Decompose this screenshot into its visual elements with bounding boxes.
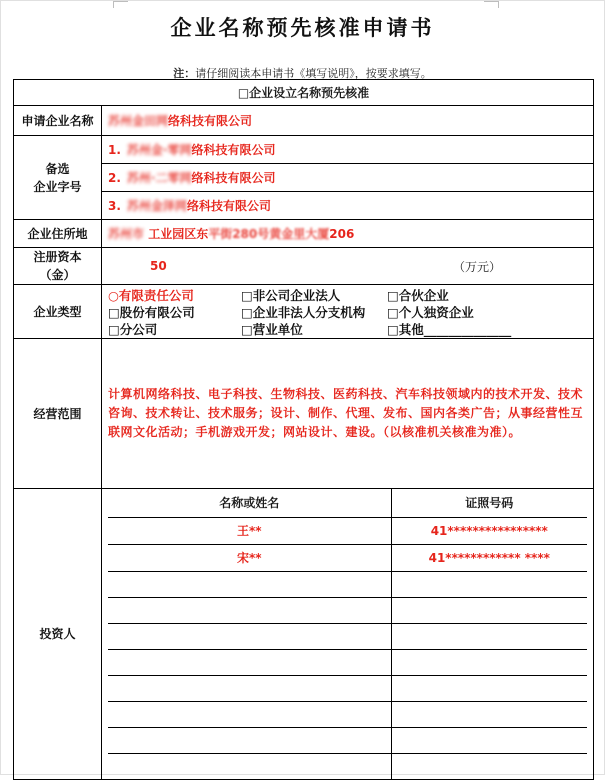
page-title: 企业名称预先核准申请书 — [170, 16, 435, 40]
company-type-options — [102, 285, 594, 339]
investor-empty-name[interactable] — [108, 753, 391, 779]
applied-name-clear: 络科技有限公司 — [168, 114, 253, 128]
investor-row-2 — [108, 544, 587, 571]
investor-empty-row — [108, 597, 587, 623]
type-option-partnership[interactable]: □合伙企业 — [387, 287, 449, 303]
alt-name-clear-3: 络科技有限公司 — [186, 199, 271, 213]
alt-names-label-line1: 备选 — [45, 161, 70, 176]
company-type-row — [14, 285, 594, 339]
investor-empty-row — [108, 753, 587, 779]
investor-empty-row — [108, 571, 587, 597]
investor-empty-id[interactable] — [391, 727, 587, 753]
type-option-other[interactable]: □其他______________ — [387, 321, 512, 337]
investor-row-1 — [108, 517, 587, 544]
page-corner-mark-left — [113, 1, 128, 8]
capital-label: 注册资本（金） — [14, 248, 102, 285]
type-option-business-unit[interactable]: □营业单位 — [241, 321, 303, 337]
investors-header-row — [108, 489, 587, 517]
investor-empty-row — [108, 623, 587, 649]
address-redacted-2: 平街280号黄金里大厦 — [208, 227, 330, 241]
capital-unit: （万元） — [452, 259, 501, 274]
investor-empty-id[interactable] — [391, 675, 587, 701]
alt-name-clear-2: 络科技有限公司 — [191, 171, 276, 185]
investor-empty-id[interactable] — [391, 571, 587, 597]
type-option-non-legal-branch[interactable]: □企业非法人分支机构 — [241, 304, 366, 320]
company-type-label: 企业类型 — [14, 285, 102, 339]
note-prefix: 注： — [173, 67, 196, 80]
investor-empty-row — [108, 727, 587, 753]
investor-empty-row — [108, 675, 587, 701]
type-option-joint-stock[interactable]: □股份有限公司 — [108, 304, 195, 320]
section-header: □企业设立名称预先核准 — [14, 80, 594, 106]
address-value[interactable] — [102, 220, 594, 248]
investor-id-2[interactable]: 41************ **** — [391, 544, 587, 571]
applied-name-value[interactable] — [102, 106, 594, 136]
investors-col-name-header: 名称或姓名 — [108, 489, 391, 517]
alt-names-label — [14, 136, 102, 220]
investor-empty-id[interactable] — [391, 597, 587, 623]
page-corner-mark-right — [484, 1, 499, 8]
investor-empty-row — [108, 701, 587, 727]
business-scope-label: 经营范围 — [14, 339, 102, 489]
applied-name-redacted: 苏州金田网 — [108, 114, 169, 128]
alt-name-value-1[interactable] — [102, 136, 594, 164]
investor-empty-name[interactable] — [108, 701, 391, 727]
investors-table — [108, 489, 587, 779]
alt-name-value-2[interactable] — [102, 164, 594, 192]
investors-col-id-header: 证照号码 — [391, 489, 587, 517]
investor-empty-id[interactable] — [391, 701, 587, 727]
alt-name-row-1 — [14, 136, 594, 164]
investor-empty-id[interactable] — [391, 753, 587, 779]
business-scope-value: 计算机网络科技、电子科技、生物科技、医药科技、汽车科技领域内的技术开发、技术咨询、技术转让、技术服务；设计、制作、代理、发布、国内各类广告；从事经营性互联网文化活动；手机游戏开发；网站设计、建设。（以核准机关核准为准）。 — [108, 386, 584, 440]
alt-name-value-3[interactable] — [102, 192, 594, 220]
investors-row — [14, 489, 594, 780]
type-option-branch-company[interactable]: □分公司 — [108, 321, 158, 337]
type-option-sole-proprietorship[interactable]: □个人独资企业 — [387, 304, 474, 320]
capital-row — [14, 248, 594, 285]
investor-empty-name[interactable] — [108, 597, 391, 623]
alt-name-redacted-1: 苏州金·零网 — [126, 143, 192, 157]
investor-empty-row — [108, 649, 587, 675]
address-row — [14, 220, 594, 248]
address-clear-2: 206 — [329, 227, 355, 241]
alt-name-redacted-3: 苏州金泽网 — [126, 199, 187, 213]
business-scope-row — [14, 339, 594, 489]
alt-name-num-2: 2. — [108, 171, 121, 185]
investor-empty-name[interactable] — [108, 623, 391, 649]
business-scope-text[interactable] — [102, 339, 594, 489]
note-body: 请仔细阅读本申请书《填写说明》，按要求填写。 — [195, 67, 432, 80]
investors-table-cell — [102, 489, 594, 780]
investor-empty-id[interactable] — [391, 649, 587, 675]
investor-name-1[interactable]: 王** — [108, 517, 391, 544]
investors-label: 投资人 — [14, 489, 102, 780]
alt-name-clear-1: 络科技有限公司 — [191, 143, 276, 157]
application-form-table — [13, 79, 594, 780]
capital-value[interactable]: 50 — [150, 259, 167, 273]
alt-names-label-line2: 企业字号 — [33, 179, 82, 194]
investor-empty-name[interactable] — [108, 727, 391, 753]
section-header-row — [14, 80, 594, 106]
investor-empty-id[interactable] — [391, 623, 587, 649]
investor-empty-name[interactable] — [108, 571, 391, 597]
address-label: 企业住所地 — [14, 220, 102, 248]
investor-empty-name[interactable] — [108, 649, 391, 675]
applied-name-label: 申请企业名称 — [14, 106, 102, 136]
address-redacted-1: 苏州市 — [108, 227, 145, 241]
address-clear-1: 工业园区东 — [144, 227, 209, 241]
alt-name-num-3: 3. — [108, 199, 121, 213]
investor-name-2[interactable]: 宋** — [108, 544, 391, 571]
type-option-limited-liability[interactable]: ○有限责任公司 — [108, 287, 194, 303]
alt-name-num-1: 1. — [108, 143, 121, 157]
investor-empty-name[interactable] — [108, 675, 391, 701]
investor-id-1[interactable]: 41**************** — [391, 517, 587, 544]
alt-name-redacted-2: 苏州·二零网 — [126, 171, 192, 185]
applied-name-row — [14, 106, 594, 136]
capital-cell — [102, 248, 594, 285]
type-option-non-company-legal-person[interactable]: □非公司企业法人 — [241, 287, 341, 303]
